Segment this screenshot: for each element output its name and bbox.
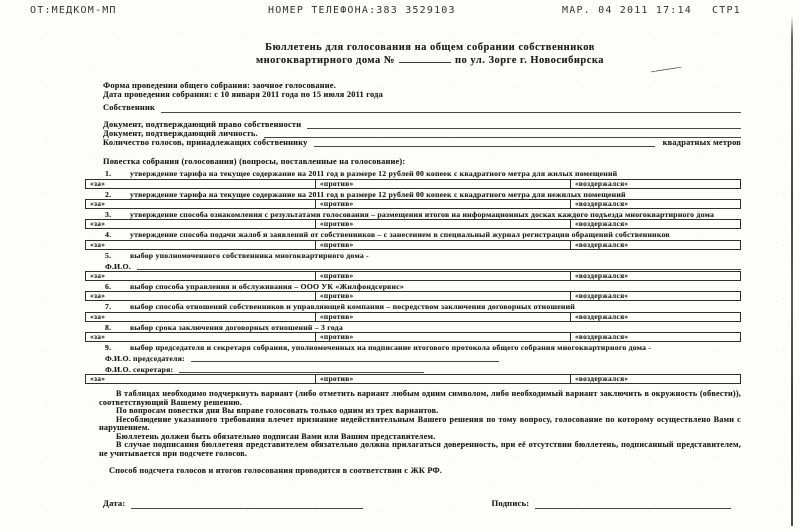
- fio-secretary-blank: [179, 364, 424, 373]
- item-text: выбор председателя и секретаря собрания, уполномоченных на подписание итогового протокола общего собрания многоквартирного дома -: [130, 342, 652, 352]
- fax-sender: ОТ:МЕДКОМ-МП: [30, 5, 117, 16]
- title-line2: [119, 53, 741, 66]
- voting-instructions: [99, 390, 741, 458]
- vote-option-za: «за»: [90, 179, 106, 188]
- vote-option-za: «за»: [90, 292, 106, 301]
- item-number: 2.: [105, 189, 112, 199]
- meeting-form-line: Форма проведения общего собрания: заочное голосование.: [103, 81, 336, 90]
- item-text: утверждение способа ознакомления с результатами голосования – размещения итогов на информационных досках каждого подъезда многоквартирного дома: [130, 210, 715, 220]
- agenda-item-5: [85, 252, 741, 259]
- vote-option-protiv: «против»: [315, 180, 570, 188]
- doc-ownership-blank: [307, 120, 741, 129]
- item-number: 1.: [105, 169, 112, 179]
- vote-row-7: [85, 312, 741, 322]
- date-label: Дата:: [103, 498, 126, 509]
- vote-option-za: «за»: [90, 240, 106, 249]
- item-number: 9.: [105, 342, 112, 352]
- vote-option-vozderzhalsya: «воздержался»: [570, 180, 740, 188]
- item-number: 6.: [105, 281, 112, 291]
- meeting-date-line: Дата проведения собрания: с 10 января 2011 года по 15 июля 2011 года: [103, 90, 383, 100]
- vote-option-za: «за»: [90, 220, 106, 229]
- vote-row-6: [85, 291, 741, 301]
- item-text: утверждение тарифа на текущее содержание на 2011 год в размере 12 рублей 00 копеек с квадратного метра для нежилых помещений: [130, 189, 626, 199]
- vote-option-za: «за»: [90, 312, 106, 321]
- fio-secretary-label: Ф.И.О. секретаря:: [105, 364, 174, 374]
- agenda-heading: Повестка собрания (голосования) (вопросы, поставленные на голосование):: [103, 157, 406, 167]
- date-blank: [131, 500, 363, 509]
- vote-row-8: [85, 332, 741, 342]
- fio-secretary-line: [105, 364, 741, 373]
- ballot-content: [85, 42, 741, 509]
- document-title: [119, 42, 741, 66]
- vote-row-9: [85, 374, 741, 384]
- fio-chairman-blank: [191, 353, 499, 362]
- vote-row-3: [85, 219, 741, 229]
- vote-option-protiv: «против»: [315, 220, 570, 228]
- agenda-item-2: [85, 191, 741, 198]
- signature-blank: [535, 500, 731, 509]
- item-text: выбор уполномоченного собственника многоквартирного дома -: [130, 250, 369, 260]
- vote-option-vozderzhalsya: «воздержался»: [570, 375, 740, 383]
- fax-header: [0, 5, 800, 19]
- instruction-paragraph: Бюллетень должен быть обязательно подписан Вами или Вашим представителем.: [116, 431, 436, 441]
- scan-artifact-line: [791, 16, 793, 526]
- fax-page-number: СТР1: [712, 5, 741, 16]
- agenda-item-3: [85, 211, 741, 218]
- doc-ownership-line: [103, 120, 741, 129]
- item-number: 7.: [105, 302, 112, 312]
- count-method-line: Способ подсчета голосов и итогов голосования проводится в соответствии с ЖК РФ.: [109, 466, 443, 476]
- fax-datetime: МАР. 04 2011 17:14: [562, 5, 692, 16]
- fio-chairman-line: [105, 353, 741, 362]
- vote-option-za: «за»: [90, 332, 106, 341]
- instruction-paragraph: В случае подписания бюллетеня представителем обязательно должна прилагаться доверенность, при её отсутствии бюллетень, подписанный представителем, не учитывается при подсчете голосов.: [99, 440, 741, 458]
- instruction-paragraph: В таблицах необходимо подчеркнуть вариант (либо отметить вариант любым одним символом, либо необходимый вариант заключить в окружность (обвести)), соответствующий Вашему решению.: [99, 389, 741, 407]
- vote-option-protiv: «против»: [315, 313, 570, 321]
- votes-count-line: [103, 138, 741, 147]
- agenda-item-6: [85, 283, 741, 290]
- vote-option-za: «за»: [90, 271, 106, 280]
- house-number-blank: [399, 53, 451, 63]
- signature-footer: [103, 499, 741, 508]
- agenda-item-8: [85, 324, 741, 331]
- vote-option-protiv: «против»: [315, 333, 570, 341]
- title-line1: Бюллетень для голосования на общем собрании собственников: [265, 42, 595, 53]
- instruction-paragraph: Несоблюдение указанного требования влечет признание недействительным Вашего решения по тому вопросу, голосование по которому осуществлено Вами с нарушением.: [99, 414, 741, 433]
- vote-option-vozderzhalsya: «воздержался»: [570, 272, 740, 280]
- vote-option-protiv: «против»: [315, 272, 570, 280]
- item-text: выбор способа отношений собственников и управляющей компании – посредством заключения договорных отношений: [130, 302, 575, 312]
- votes-count-suffix: квадратных метров: [662, 138, 741, 148]
- agenda-item-7: [85, 303, 741, 310]
- agenda-item-9: [85, 344, 741, 351]
- vote-option-vozderzhalsya: «воздержался»: [570, 292, 740, 300]
- item-number: 4.: [105, 230, 112, 240]
- vote-option-protiv: «против»: [315, 292, 570, 300]
- vote-option-protiv: «против»: [315, 200, 570, 208]
- votes-count-blank: [314, 138, 655, 147]
- item-number: 3.: [105, 210, 112, 220]
- fio-label: Ф.И.О.: [105, 261, 131, 271]
- vote-option-vozderzhalsya: «воздержался»: [570, 200, 740, 208]
- instruction-paragraph: По вопросам повестки дня Вы вправе голосовать только одним из трех вариантов.: [116, 406, 439, 416]
- vote-option-protiv: «против»: [315, 375, 570, 383]
- agenda-item-4: [85, 231, 741, 238]
- item-text: утверждение тарифа на текущее содержание на 2011 год в размере 12 рублей 00 копеек с квадратного метра для жилых помещений: [130, 169, 618, 179]
- agenda-items: [85, 170, 741, 384]
- signature-label: Подпись:: [491, 498, 530, 509]
- doc-identity-label: Документ, подтверждающий личность.: [103, 128, 258, 138]
- documents-block: [103, 120, 741, 148]
- doc-identity-line: [103, 129, 741, 138]
- owner-line: [103, 103, 741, 112]
- vote-row-1: [85, 179, 741, 189]
- fio-blank: [137, 261, 741, 270]
- vote-row-2: [85, 199, 741, 209]
- fio-chairman-label: Ф.И.О. председателя:: [105, 353, 185, 363]
- votes-count-label: Количество голосов, принадлежащих собственнику: [103, 138, 308, 148]
- meeting-info: [103, 81, 741, 147]
- fax-phone: НОМЕР ТЕЛЕФОНА:383 3529103: [268, 5, 456, 16]
- title-line2-suffix: по ул. Зорге г. Новосибирска: [454, 55, 605, 66]
- doc-ownership-label: Документ, подтверждающий право собственности: [103, 119, 302, 129]
- item-text: выбор срока заключения договорных отношений – 3 года: [130, 322, 343, 332]
- agenda-item-1: [85, 170, 741, 177]
- item-number: 8.: [105, 322, 112, 332]
- owner-label: Собственник: [103, 103, 155, 113]
- item-text: выбор способа управления и обслуживания – ООО УК «Жилфондсервис»: [130, 281, 404, 291]
- vote-option-vozderzhalsya: «воздержался»: [570, 241, 740, 249]
- vote-option-protiv: «против»: [315, 241, 570, 249]
- title-line2-prefix: многоквартирного дома №: [255, 55, 395, 66]
- item-number: 5.: [105, 250, 112, 260]
- vote-option-za: «за»: [90, 375, 106, 384]
- vote-row-5: [85, 271, 741, 281]
- vote-row-4: [85, 240, 741, 250]
- vote-option-vozderzhalsya: «воздержался»: [570, 220, 740, 228]
- fio-line: [105, 261, 741, 270]
- vote-option-vozderzhalsya: «воздержался»: [570, 313, 740, 321]
- doc-identity-blank: [264, 129, 741, 138]
- vote-option-vozderzhalsya: «воздержался»: [570, 333, 740, 341]
- item-text: утверждение способа подачи жалоб и заявлений от собственников – с занесением в специальный журнал регистрации обращений собственников: [130, 230, 670, 240]
- vote-option-za: «за»: [90, 200, 106, 209]
- owner-blank: [161, 104, 741, 113]
